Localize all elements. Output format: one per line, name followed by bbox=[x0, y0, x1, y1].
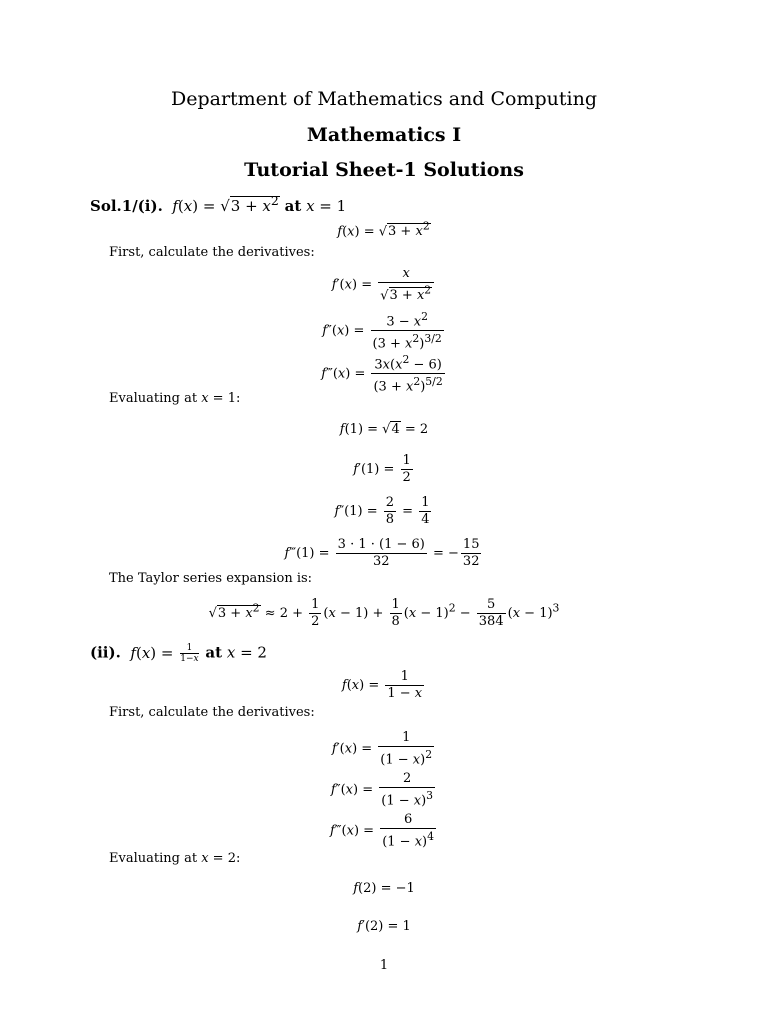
sol2-f2-deriv: f″(x) = $\frac{2}{(1 - x)^3}$ bbox=[330, 771, 434, 809]
sol1-function: $f(x) = √3 + x^2$ bbox=[172, 193, 279, 215]
sol1-taylor-series: $√3 + x^2 \approx 2$ + $\frac{1}{2}$ (x − 1) + $\frac{1}{8}$ $(x - 1)^2$ − $\frac{5}{384}$ $(x - 1)^3$ bbox=[208, 597, 560, 629]
sheet-title: Tutorial Sheet-1 Solutions bbox=[244, 159, 524, 181]
sol1-taylor-text: The Taylor series expansion is: bbox=[109, 571, 313, 586]
sol2-function: f(x) = $\frac{1}{1-x}$ bbox=[130, 643, 199, 664]
sol2-fx: f(x) = $\frac{1}{1 - x}$ bbox=[341, 669, 423, 701]
sol1-at: at bbox=[284, 197, 302, 215]
sol1-label: Sol.1/(i). bbox=[90, 197, 163, 215]
sol1-f-at-1: f(1) = √4 = 2 bbox=[339, 422, 429, 437]
sol1-f2-deriv: f″(x) = $\frac{3 - x^2}{(3 + x^2)^{3/2}}$ bbox=[322, 310, 442, 352]
sol2-f1-deriv: f′(x) = $\frac{1}{(1 - x)^2}$ bbox=[331, 730, 433, 768]
sol1-first-text: First, calculate the derivatives: bbox=[109, 245, 315, 260]
sol2-point: x = 2 bbox=[226, 643, 267, 662]
department-title: Department of Mathematics and Computing bbox=[170, 88, 598, 110]
sol1-f1-deriv: f′(x) = $\frac{x}{√3 + x^2}$ bbox=[0, 266, 768, 304]
sol1-f3-deriv: f‴(x) = $\frac{3x(x^2 - 6)}{(3 + x^2)^{5/2}}$ bbox=[321, 353, 443, 395]
page-number: 1 bbox=[379, 958, 389, 973]
sol1-point: x = 1 bbox=[306, 197, 347, 215]
sol1-eval-text: Evaluating at x = 1: bbox=[109, 391, 241, 406]
sol2-eval-text: Evaluating at x = 2: bbox=[109, 851, 241, 866]
sol1-f3-at-1: f‴(1) = $\frac{3 \cdot 1 \cdot (1 - 6)}{32}$ = − $\frac{15}{32}$ bbox=[284, 537, 480, 569]
course-title: Mathematics I bbox=[306, 124, 462, 146]
sol2-eval-label: Evaluating at bbox=[109, 851, 198, 866]
sol1-eval-label: Evaluating at bbox=[109, 391, 198, 406]
sol2-label: (ii). bbox=[90, 643, 121, 662]
sol1-fx: $f(x) = √3 + x^2$ bbox=[337, 220, 430, 240]
sol2-at: at bbox=[205, 643, 223, 662]
sol1-heading bbox=[90, 193, 346, 215]
sol2-f3-deriv: f‴(x) = $\frac{6}{(1 - x)^4}$ bbox=[329, 812, 435, 850]
sol1-f2-at-1: f″(1) = $\frac{2}{8}$ = $\frac{1}{4}$ bbox=[334, 495, 430, 527]
sol2-first-text: First, calculate the derivatives: bbox=[109, 705, 315, 720]
sol2-f1-at-2: f′(2) = 1 bbox=[357, 919, 411, 934]
sol2-f-at-2: f(2) = −1 bbox=[353, 881, 415, 896]
sol2-heading bbox=[90, 643, 267, 664]
sol1-f1-at-1: f′(1) = $\frac{1}{2}$ bbox=[353, 453, 411, 485]
